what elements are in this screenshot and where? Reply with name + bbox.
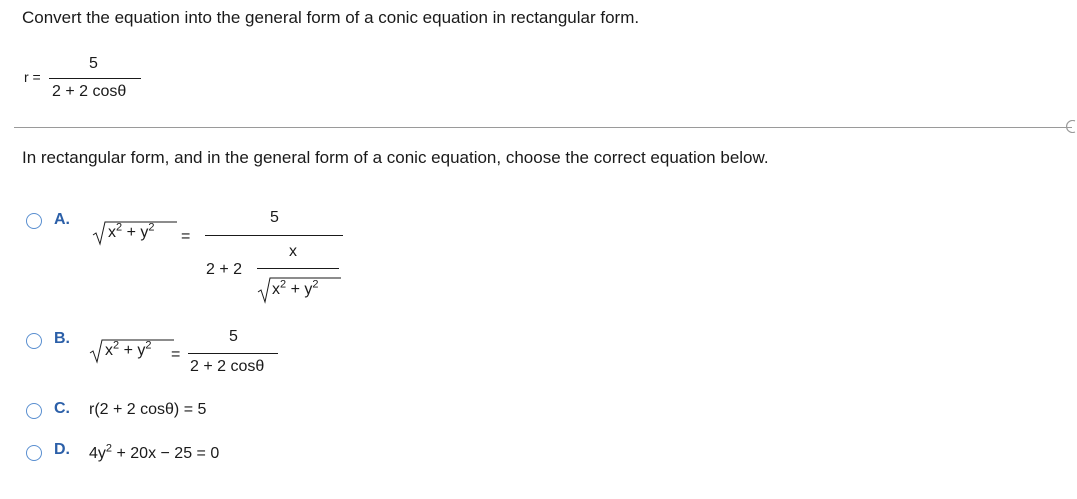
- option-c-equation: r(2 + 2 cosθ) = 5: [89, 401, 207, 418]
- option-d-radio[interactable]: [26, 445, 42, 461]
- option-a-main-bar: [205, 235, 343, 236]
- equation-numerator: 5: [89, 55, 98, 72]
- option-a-inner-bar: [257, 268, 339, 269]
- question-title: Convert the equation into the general form of a conic equation in rectangular form.: [22, 8, 640, 27]
- option-d-label: D.: [54, 441, 70, 458]
- option-b-fraction-bar: [188, 353, 278, 354]
- option-b-lhs: $x^2 + y^2$: [105, 339, 152, 359]
- option-a-radio[interactable]: [26, 213, 42, 229]
- option-a-label: A.: [54, 211, 70, 228]
- equation-lhs: r =: [24, 69, 41, 85]
- option-b-denominator: 2 + 2 cosθ: [190, 358, 265, 375]
- divider-handle-icon[interactable]: [1064, 120, 1076, 133]
- option-a-numerator: 5: [270, 209, 279, 226]
- option-a-equals: =: [181, 228, 191, 245]
- option-d-equation: $4y^2 + 20x - 25 = 0$: [89, 442, 220, 462]
- equation-denominator: 2 + 2 cosθ: [52, 83, 127, 100]
- option-b-equals: =: [171, 346, 181, 363]
- option-a-inner-radical: $x^2 + y^2$: [272, 278, 319, 298]
- option-b-label: B.: [54, 330, 70, 347]
- prompt-text: In rectangular form, and in the general form of a conic equation, choose the correct equation below.: [22, 148, 769, 167]
- option-a-denom-prefix: 2 + 2: [206, 261, 243, 278]
- option-a-inner-numerator: x: [289, 243, 297, 260]
- option-c-label: C.: [54, 400, 70, 417]
- option-c-radio[interactable]: [26, 403, 42, 419]
- section-divider: [14, 127, 1072, 128]
- option-b-radio[interactable]: [26, 333, 42, 349]
- equation-fraction-bar: [49, 78, 141, 79]
- option-b-numerator: 5: [229, 328, 238, 345]
- option-a-lhs: $x^2 + y^2$: [108, 221, 155, 241]
